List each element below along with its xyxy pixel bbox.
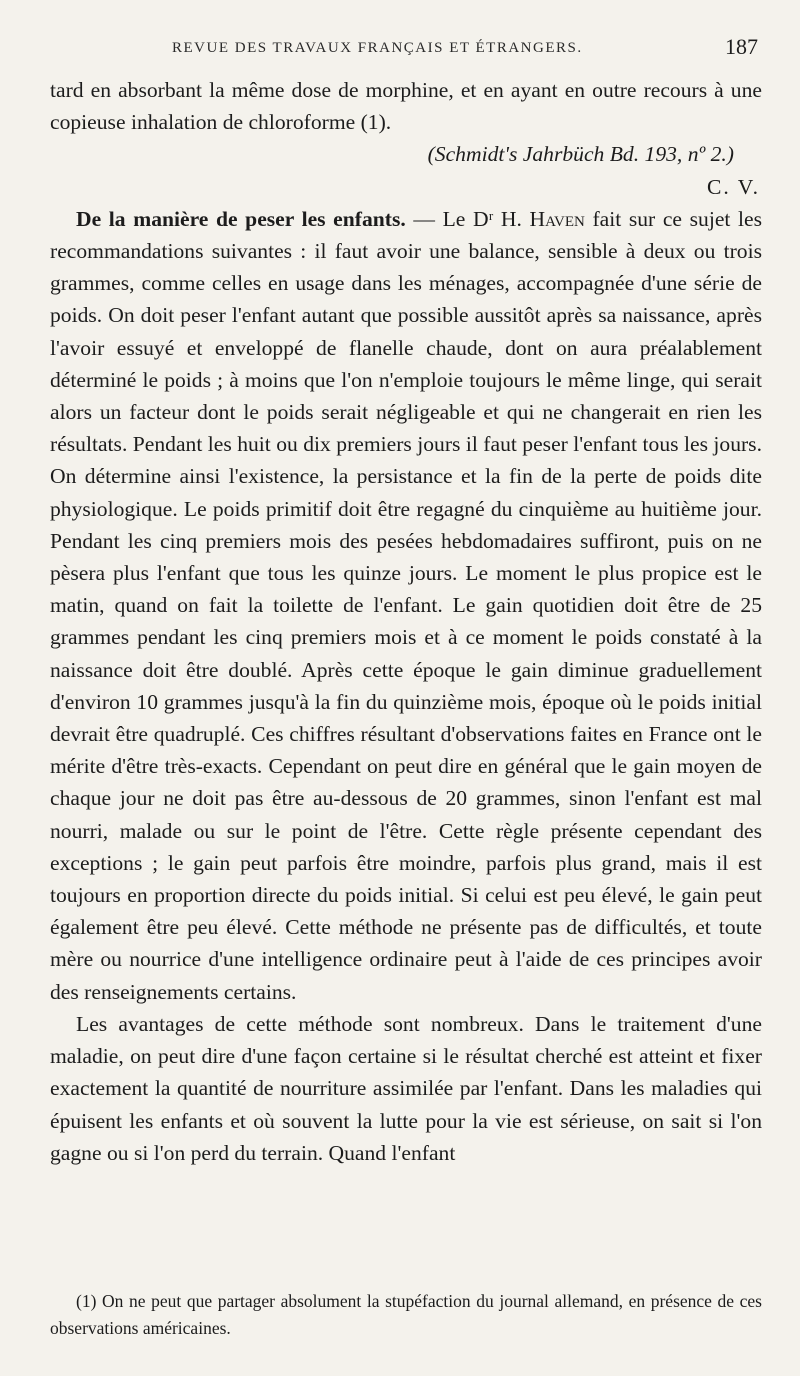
second-paragraph: Les avantages de cette méthode sont nombreux. Dans le traitement d'une maladie, on peut dire d'une façon certaine si le résultat cherché est atteint et fixer exactement la quantité de nourriture assimilée par l'enfant. Dans les maladies qui épuisent les enfants et où souvent la lutte pour la vie est sérieuse, on sait si l'on gagne ou si l'on perd du terrain. Quand l'enfant (50, 1011, 762, 1165)
page-number: 187 (725, 34, 758, 59)
citation (50, 138, 762, 170)
page-header (52, 34, 758, 66)
author-name: Haven (529, 206, 585, 231)
continuation-paragraph: tard en absorbant la même dose de morphine, et en ayant en outre recours à une copieuse inhalation de chloroforme (1). (50, 78, 762, 135)
citation-text: (Schmidt's Jahrbüch Bd. 193, nº 2.) (427, 142, 734, 167)
section-paragraph (50, 203, 762, 1008)
footnote (50, 1288, 762, 1342)
author-initials: C. V. (706, 174, 760, 199)
main-text (50, 74, 762, 1169)
paragraph-body: fait sur ce sujet les recommandations suivantes : il faut avoir une balance, sensible à deux ou trois grammes, comme celles en usage dans les ménages, accompagnée d'une série de poids. On doit peser l'enfant autant que possible aussitôt après sa naissance, après l'avoir essuyé et enveloppé de flanelle chaude, dont on aura préalablement déterminé le poids ; à moins que l'on n'emploie toujours le même linge, qui serait alors un facteur dont le poids serait négligeable et qui ne changerait en rien les résultats. Pendant les huit ou dix premiers jours il faut peser l'enfant tous les jours. On détermine ainsi l'existence, la persistance et la fin de la perte de poids dite physiologique. Le poids primitif doit être regagné du cinquième au huitième jour. Pendant les cinq premiers mois des pesées hebdomadaires suffiront, puis on ne pèsera plus l'enfant que tous les quinze jours. Le moment le plus propice est le matin, quand on fait la toilette de l'enfant. Le gain quotidien doit être de 25 grammes pendant les cinq premiers mois et à ce moment le poids constaté à la naissance doit être doublé. Après cette époque le gain diminue graduellement d'environ 10 grammes jusqu'à la fin du quinzième mois, époque où le poids initial devrait être quadruplé. Ces chiffres résultant d'observations faites en France ont le mérite d'être très-exacts. Cependant on peut dire en général que le gain moyen de chaque jour ne doit pas être au-dessous de 20 grammes, sinon l'enfant est mal nourri, malade ou sur le point de l'être. Cette règle présente cependant des exceptions ; le gain peut parfois être moindre, parfois plus grand, mais il est toujours en proportion directe du poids initial. Si celui est peu élevé, le gain peut également être peu élevé. Cette méthode ne présente pas de difficultés, et toute mère ou nourrice d'une intelligence ordinaire peut à l'aide de ces principes avoir des renseignements certains. (50, 206, 763, 1004)
running-title: REVUE DES TRAVAUX FRANÇAIS ET ÉTRANGERS. (172, 40, 583, 56)
footnote-text: (1) On ne peut que partager absolument la stupéfaction du journal allemand, en présence de ces observations américaines. (50, 1291, 762, 1338)
section-lead: — Le Dʳ H. (405, 206, 530, 231)
section-title: De la manière de peser les enfants. (76, 206, 406, 231)
